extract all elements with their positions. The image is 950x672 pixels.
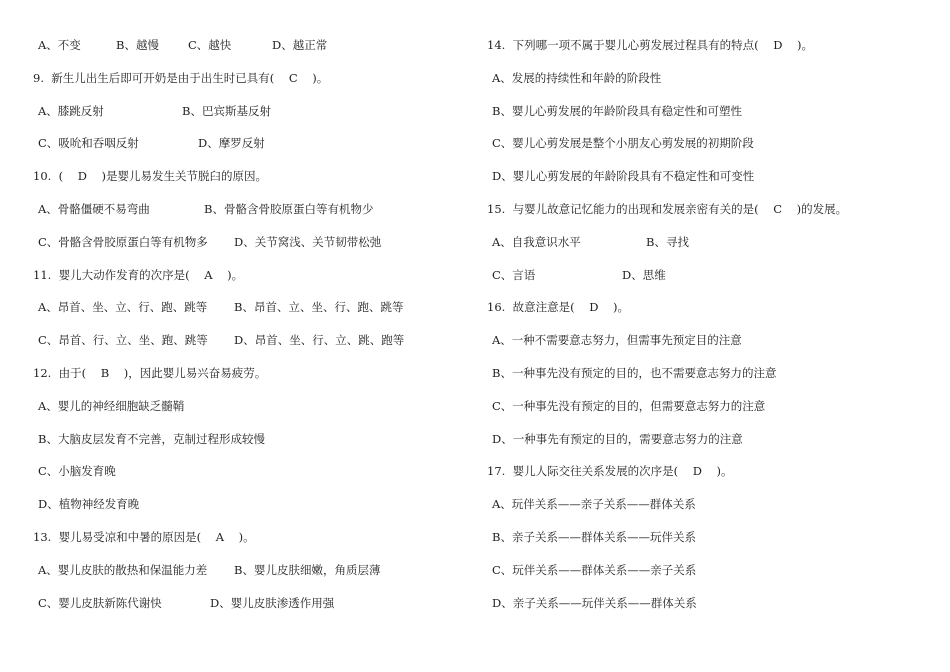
- option-line: [33, 133, 463, 166]
- option-line: [487, 429, 927, 462]
- question-line: [487, 199, 927, 232]
- option-text: A、玩伴关系——亲子关系——群体关系: [492, 497, 696, 512]
- option-text: A、昂首、坐、立、行、跑、跳等: [38, 300, 208, 315]
- option-text: B、婴儿皮肤细嫩，角质层薄: [234, 562, 381, 577]
- question-line: [487, 35, 927, 68]
- right-column: [487, 35, 927, 625]
- question-line: [487, 297, 927, 330]
- option-line: [33, 232, 463, 265]
- question-line: [33, 363, 463, 396]
- option-line: [487, 232, 927, 265]
- option-text: B、亲子关系——群体关系——玩伴关系: [492, 529, 696, 544]
- option-line: [487, 363, 927, 396]
- option-text: D、关节窝浅、关节韧带松弛: [234, 234, 382, 249]
- option-text: D、思维: [622, 267, 666, 282]
- option-line: [487, 133, 927, 166]
- option-line: [487, 265, 927, 298]
- option-line: [33, 101, 463, 134]
- option-text: A、婴儿皮肤的散热和保温能力差: [38, 562, 208, 577]
- question-line: [33, 265, 463, 298]
- option-text: A、一种不需要意志努力，但需事先预定目的注意: [492, 333, 742, 348]
- option-line: [33, 429, 463, 462]
- option-line: [33, 396, 463, 429]
- option-line: [33, 461, 463, 494]
- option-text: B、大脑皮层发育不完善，克制过程形成较慢: [38, 431, 265, 446]
- option-text: D、昂首、坐、行、立、跳、跑等: [234, 333, 405, 348]
- option-text: B、巴宾斯基反射: [182, 103, 271, 118]
- question-text: 10. ( D )是婴儿易发生关节脱臼的原因。: [33, 169, 268, 184]
- option-text: C、昂首、行、立、坐、跑、跳等: [38, 333, 208, 348]
- option-text: C、骨骼含骨胶原蛋白等有机物多: [38, 234, 208, 249]
- option-text: A、婴儿的神经细胞缺乏髓鞘: [38, 398, 185, 413]
- option-line: [33, 297, 463, 330]
- option-text: C、一种事先没有预定的目的，但需要意志努力的注意: [492, 398, 766, 413]
- question-text: 17. 婴儿人际交往关系发展的次序是( D )。: [487, 464, 733, 479]
- option-text: C、玩伴关系——群体关系——亲子关系: [492, 562, 697, 577]
- question-line: [33, 527, 463, 560]
- option-text: A、自我意识水平: [492, 234, 581, 249]
- question-line: [487, 461, 927, 494]
- option-text: D、亲子关系——玩伴关系——群体关系: [492, 595, 697, 610]
- option-text: B、婴儿心剪发展的年龄阶段具有稳定性和可塑性: [492, 103, 742, 118]
- option-text: C、婴儿心剪发展是整个小朋友心剪发展的初期阶段: [492, 136, 754, 151]
- question-text: 16. 故意注意是( D )。: [487, 300, 630, 315]
- option-line: [33, 560, 463, 593]
- option-line: [487, 560, 927, 593]
- question-text: 13. 婴儿易受凉和中暑的原因是( A )。: [33, 529, 255, 544]
- option-line: [33, 330, 463, 363]
- option-line: [33, 35, 463, 68]
- option-line: [33, 593, 463, 626]
- option-text: D、越正常: [272, 38, 328, 52]
- option-text: A、膝跳反射: [38, 103, 104, 118]
- question-line: [33, 68, 463, 101]
- question-text: 11. 婴儿大动作发育的次序是( A )。: [33, 267, 244, 282]
- option-text: D、婴儿皮肤渗透作用强: [210, 595, 335, 610]
- option-text: D、一种事先有预定的目的，需要意志努力的注意: [492, 431, 743, 446]
- option-line: [487, 494, 927, 527]
- option-text: A、发展的持续性和年龄的阶段性: [492, 70, 662, 85]
- option-text: D、摩罗反射: [198, 136, 265, 151]
- option-line: [487, 396, 927, 429]
- option-line: [487, 101, 927, 134]
- option-text: C、吸吮和吞咽反射: [38, 136, 139, 151]
- option-line: [487, 166, 927, 199]
- option-text: C、越快: [188, 38, 232, 52]
- option-text: D、植物神经发育晚: [38, 497, 140, 512]
- option-line: [487, 68, 927, 101]
- option-text: A、不变: [38, 38, 81, 52]
- option-text: B、寻找: [646, 234, 689, 249]
- option-text: B、一种事先没有预定的目的，也不需要意志努力的注意: [492, 365, 777, 380]
- option-text: D、婴儿心剪发展的年龄阶段具有不稳定性和可变性: [492, 169, 755, 184]
- option-line: [487, 527, 927, 560]
- option-text: C、小脑发育晚: [38, 464, 116, 479]
- option-text: B、骨骼含骨胶原蛋白等有机物少: [204, 201, 374, 216]
- question-text: 14. 下列哪一项不属于婴儿心剪发展过程具有的特点( D )。: [487, 38, 814, 52]
- question-text: 15. 与婴儿故意记忆能力的出现和发展亲密有关的是( C )的发展。: [487, 201, 848, 216]
- option-text: C、言语: [492, 267, 536, 282]
- left-column: [33, 35, 463, 625]
- option-text: B、越慢: [116, 38, 159, 52]
- question-text: 9. 新生儿出生后即可开奶是由于出生时已具有( C )。: [33, 70, 329, 85]
- question-line: [33, 166, 463, 199]
- option-text: B、昂首、立、坐、行、跑、跳等: [234, 300, 404, 315]
- question-text: 12. 由于( B )，因此婴儿易兴奋易疲劳。: [33, 365, 267, 380]
- option-text: A、骨骼僵硬不易弯曲: [38, 201, 150, 216]
- option-line: [487, 593, 927, 626]
- option-text: C、婴儿皮肤新陈代谢快: [38, 595, 162, 610]
- option-line: [33, 199, 463, 232]
- option-line: [487, 330, 927, 363]
- option-line: [33, 494, 463, 527]
